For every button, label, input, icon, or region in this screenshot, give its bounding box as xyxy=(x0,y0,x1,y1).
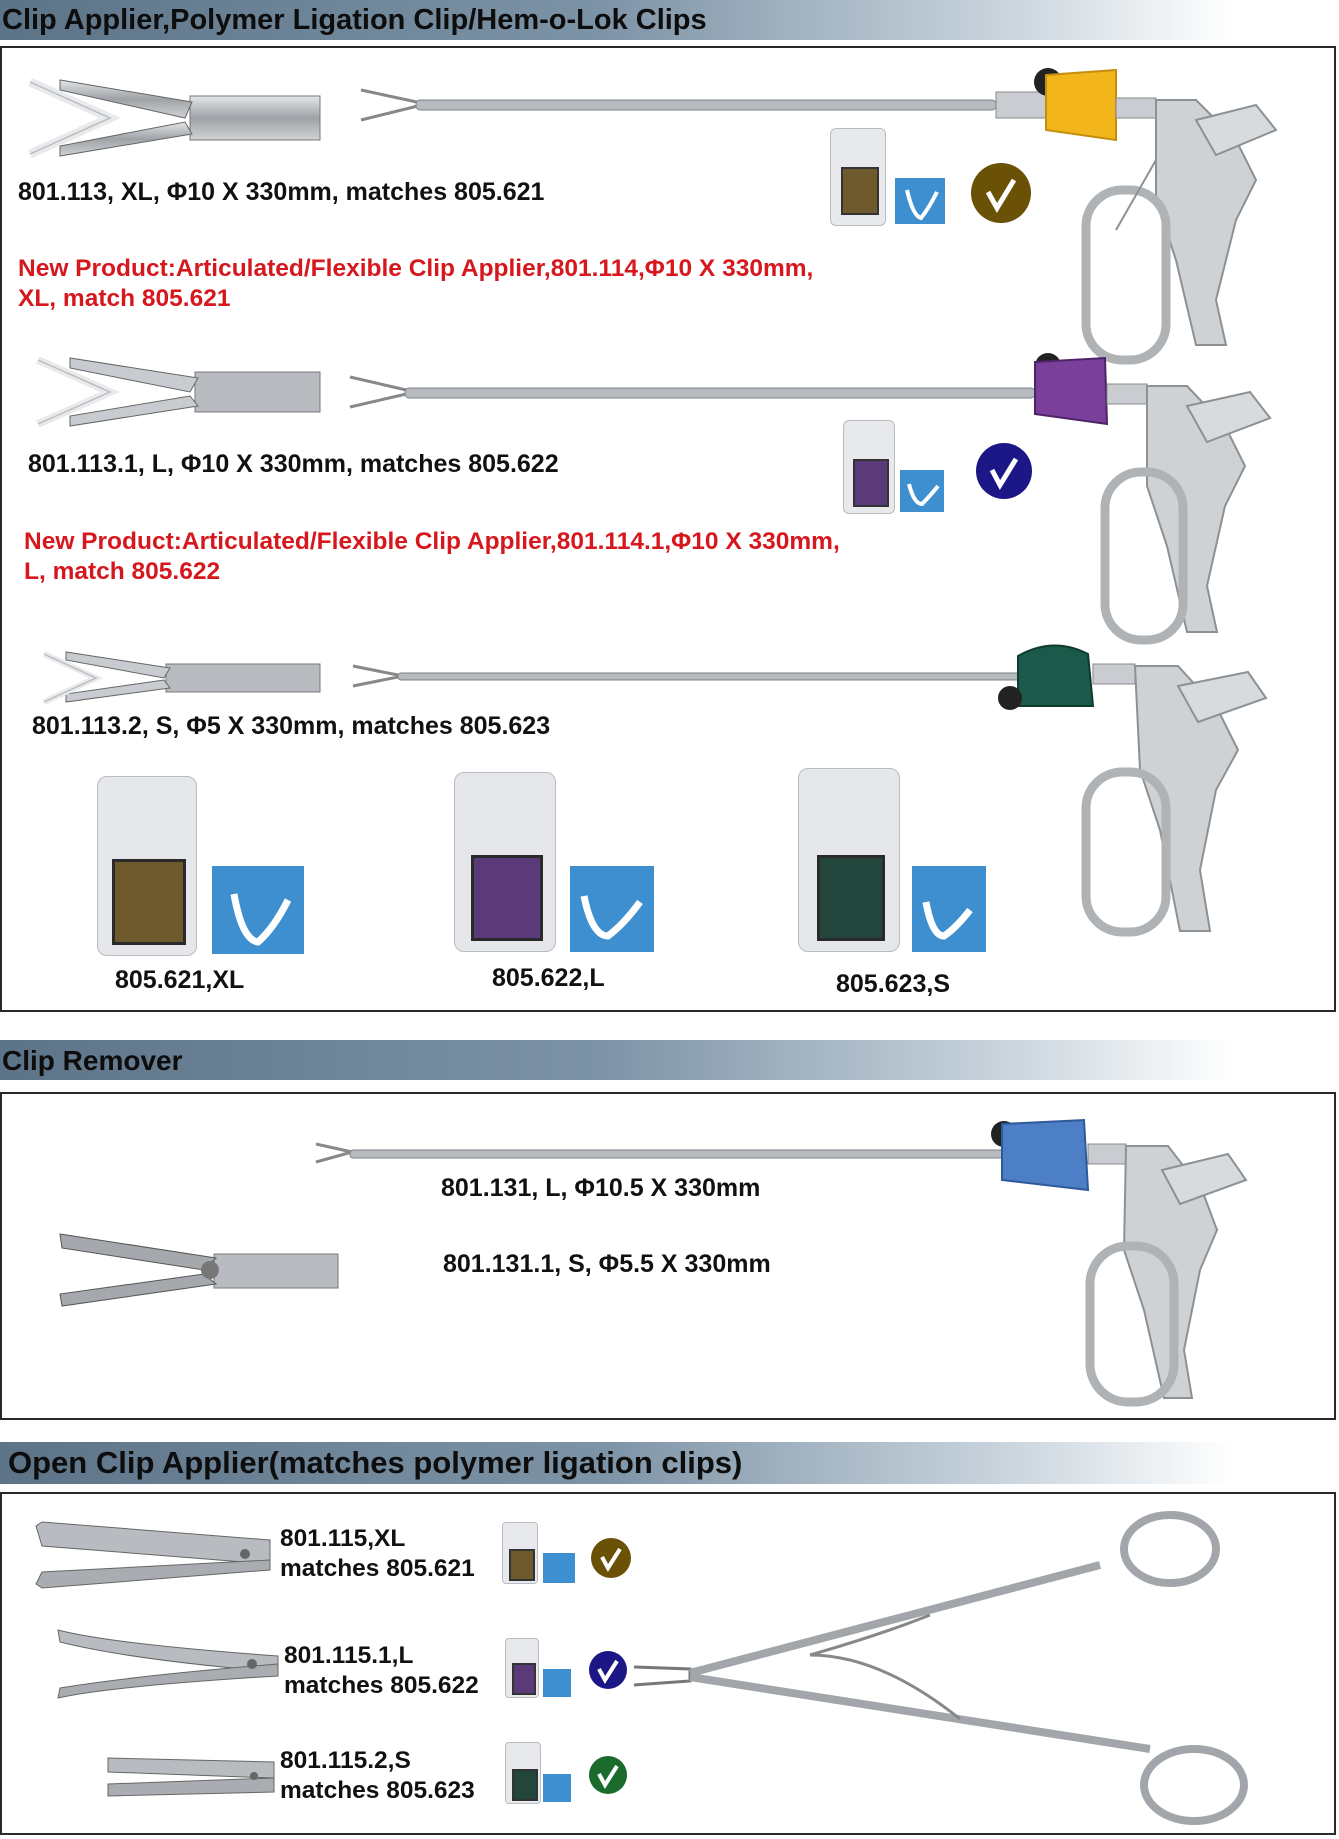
open-clip-applier-instrument xyxy=(630,1505,1250,1825)
product-code: 801.115.1,L xyxy=(284,1642,414,1669)
new-product-text xyxy=(18,254,813,314)
section-header-clip-remover xyxy=(0,1040,1339,1080)
product-label: 801.113, XL, Φ10 X 330mm, matches 805.621 xyxy=(18,178,545,206)
product-label: 801.113.1, L, Φ10 X 330mm, matches 805.622 xyxy=(28,450,559,478)
product-label: 801.113.2, S, Φ5 X 330mm, matches 805.623 xyxy=(32,712,551,740)
section-title: Clip Remover xyxy=(2,1045,183,1076)
clip-pack-xl xyxy=(97,776,197,956)
remover-jaw-closeup xyxy=(54,1226,338,1310)
new-product-line: L, match 805.622 xyxy=(24,558,221,585)
clip-pack-thumbnail xyxy=(505,1638,539,1698)
section-title: Open Clip Applier(matches polymer ligation clips) xyxy=(8,1445,743,1480)
new-product-line: XL, match 805.621 xyxy=(18,285,231,312)
clip-pack-thumbnail xyxy=(843,420,895,514)
open-jaw-closeup-s xyxy=(104,1752,280,1802)
check-badge-icon xyxy=(975,442,1033,500)
clip-pack-label: 805.622,L xyxy=(492,964,605,992)
check-badge-icon xyxy=(590,1537,632,1579)
remover-label: 801.131.1, S, Φ5.5 X 330mm xyxy=(443,1250,771,1278)
product-match: matches 805.623 xyxy=(280,1777,475,1804)
clip-shape-icon xyxy=(900,470,944,512)
clip-shape-icon xyxy=(570,866,654,952)
section-header-open-clip-applier xyxy=(0,1442,1339,1484)
section-header-clip-applier xyxy=(0,0,1339,40)
product-code: 801.115.2,S xyxy=(280,1747,411,1774)
clip-shape-icon xyxy=(543,1553,575,1583)
clip-pack-label: 805.623,S xyxy=(836,970,950,998)
check-badge-icon xyxy=(588,1755,628,1795)
clip-shape-icon xyxy=(912,866,986,952)
section-title: Clip Applier,Polymer Ligation Clip/Hem-o-Lok Clips xyxy=(2,4,707,36)
clip-pack-thumbnail xyxy=(502,1522,538,1584)
open-applier-label xyxy=(280,1746,475,1806)
clip-pack-l xyxy=(454,772,556,952)
jaw-closeup-xl xyxy=(20,72,320,162)
open-applier-label xyxy=(280,1524,475,1584)
open-applier-label xyxy=(284,1641,479,1701)
clip-applier-instrument-l xyxy=(345,352,1315,642)
clip-pack-thumbnail xyxy=(830,128,886,226)
product-match: matches 805.622 xyxy=(284,1672,479,1699)
product-code: 801.115,XL xyxy=(280,1525,406,1552)
check-badge-icon xyxy=(970,162,1032,224)
remover-label: 801.131, L, Φ10.5 X 330mm xyxy=(441,1174,761,1202)
new-product-line: New Product:Articulated/Flexible Clip Applier,801.114,Φ10 X 330mm, xyxy=(18,255,814,282)
new-product-line: New Product:Articulated/Flexible Clip Applier,801.114.1,Φ10 X 330mm, xyxy=(24,528,840,555)
clip-pack-label: 805.621,XL xyxy=(115,966,245,994)
new-product-text xyxy=(24,527,840,587)
clip-shape-icon xyxy=(543,1774,571,1802)
check-badge-icon xyxy=(588,1650,628,1690)
open-jaw-closeup-l xyxy=(52,1624,282,1704)
clip-pack-thumbnail xyxy=(505,1742,541,1804)
product-match: matches 805.621 xyxy=(280,1555,475,1582)
clip-pack-s xyxy=(798,768,900,952)
clip-shape-icon xyxy=(895,178,945,224)
clip-shape-icon xyxy=(212,866,304,954)
open-jaw-closeup-xl xyxy=(30,1520,280,1590)
clip-shape-icon xyxy=(543,1669,571,1697)
jaw-closeup-s xyxy=(36,648,320,708)
jaw-closeup-l xyxy=(30,352,320,432)
